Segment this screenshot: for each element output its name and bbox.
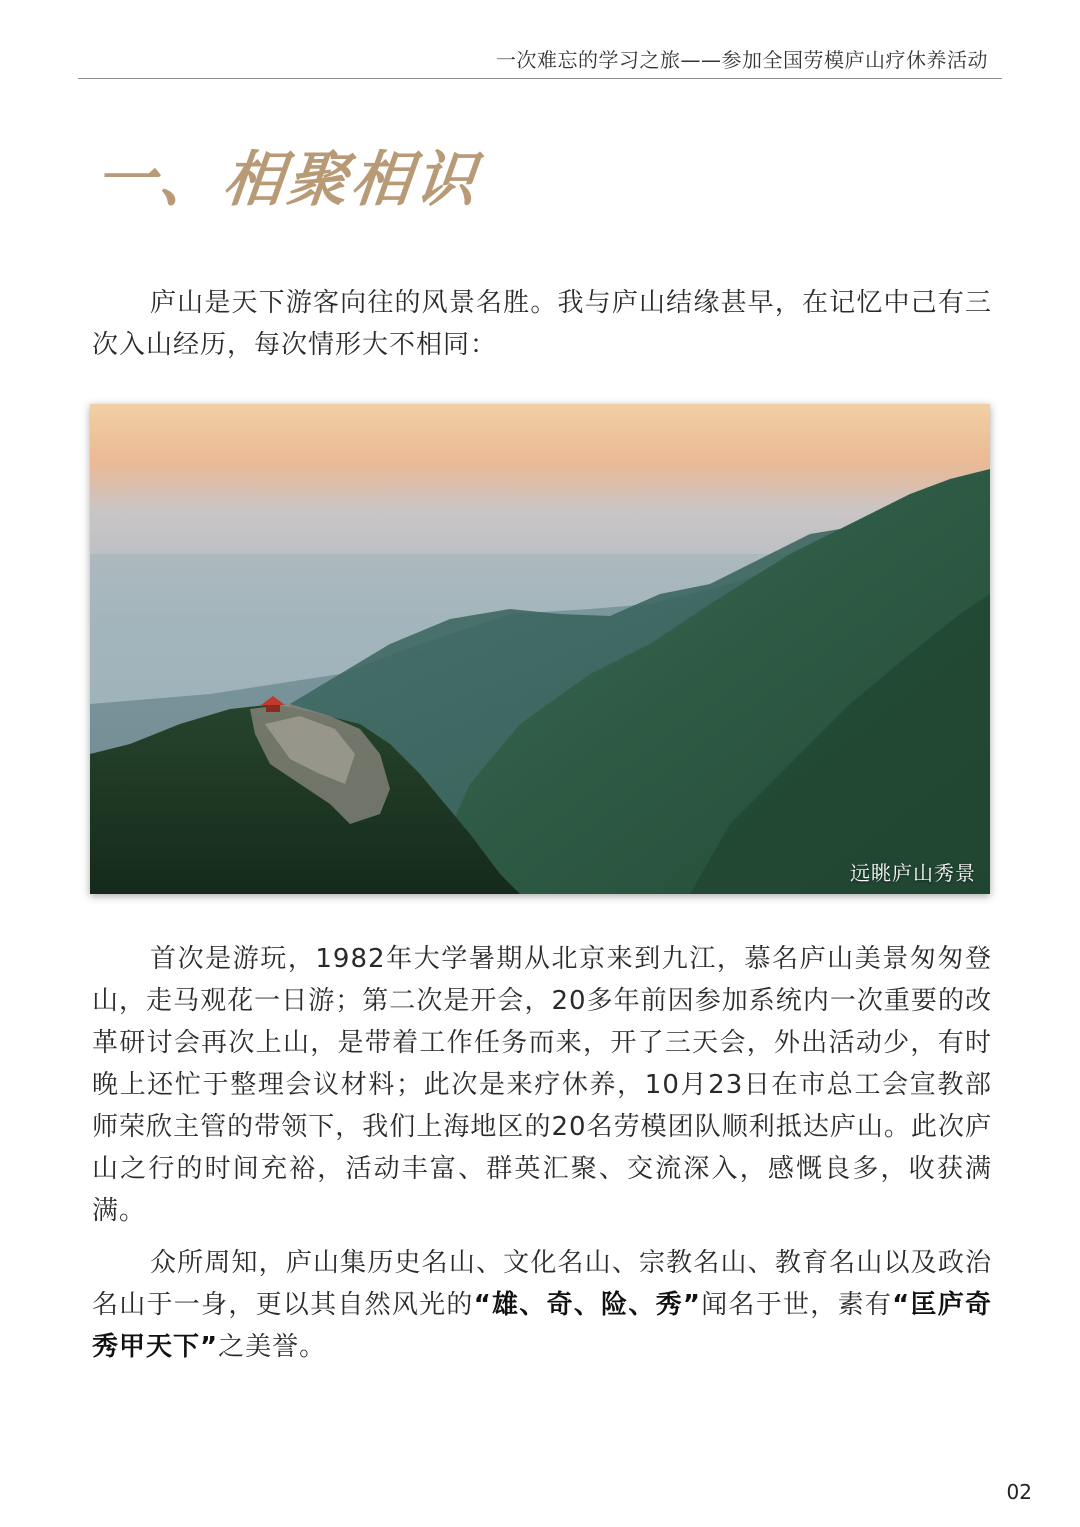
photo-caption: 远眺庐山秀景 [850, 861, 976, 885]
mountain-photo [90, 404, 990, 894]
page-number: 02 [1006, 1480, 1032, 1504]
body-paragraph-2 [92, 1242, 992, 1368]
body-paragraph-1: 首次是游玩，1982年大学暑期从北京来到九江，慕名庐山美景匆匆登山，走马观花一日游；第二次是开会，20多年前因参加系统内一次重要的改革研讨会再次上山，是带着工作任务而来，开了三天会，外出活动少，有时晚上还忙于整理会议材料；此次是来疗休养，10月23日在市总工会宣教部师荣欣主管的带领下，我们上海地区的20名劳模团队顺利抵达庐山。此次庐山之行的时间充裕，活动丰富、群英汇聚、交流深入，感慨良多，收获满满。 [92, 944, 992, 1226]
emphasis-famous-saying: “匡庐奇秀甲天下” [92, 1290, 992, 1362]
intro-text [92, 282, 992, 366]
paragraph2-text-a: 众所周知，庐山集历史名山、文化名山、宗教名山、教育名山以及政治名山于一身，更以其自然风光的 [92, 1248, 992, 1320]
header-divider [78, 78, 1002, 79]
emphasis-four-features: “雄、奇、险、秀” [473, 1290, 701, 1320]
paragraph2-text-c: 之美誉。 [218, 1332, 327, 1362]
running-header: 一次难忘的学习之旅——参加全国劳模庐山疗休养活动 [496, 48, 988, 72]
body-text-1 [92, 938, 992, 1232]
intro-paragraph: 庐山是天下游客向往的风景名胜。我与庐山结缘甚早，在记忆中己有三次入山经历，每次情形大不相同： [92, 288, 992, 360]
section-title: 一、相聚相识 [91, 145, 484, 215]
mountain-landscape-image [90, 404, 990, 894]
body-text-2 [92, 1242, 992, 1368]
paragraph2-text-b: 闻名于世，素有 [700, 1290, 893, 1320]
